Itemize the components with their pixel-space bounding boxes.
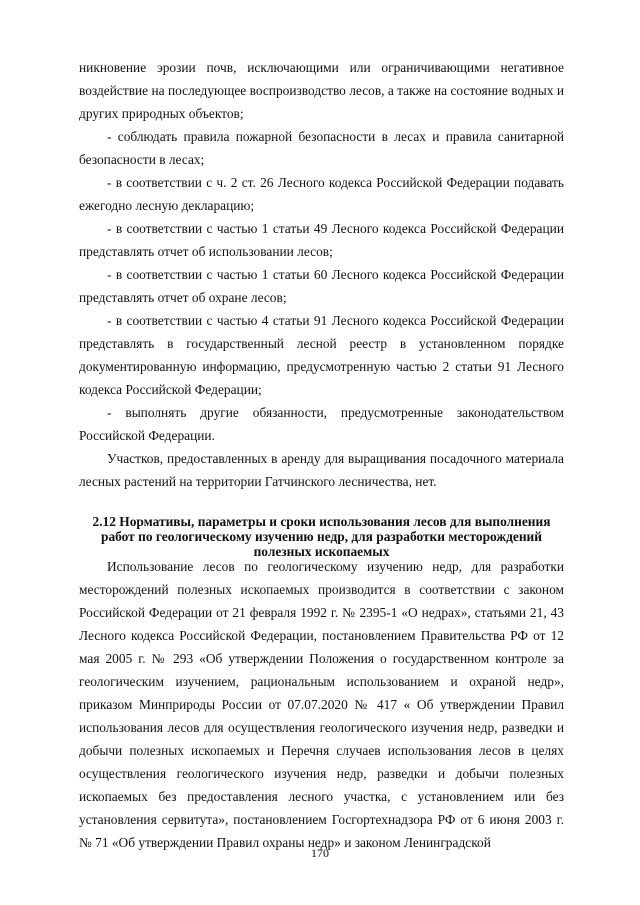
paragraph: - соблюдать правила пожарной безопасности в лесах и правила санитарной безопасности в лесах;: [79, 129, 564, 167]
text-block-geology: [79, 555, 564, 854]
paragraph: никновение эрозии почв, исключающими или ограничивающими негативное воздействие на последующее воспроизводство лесов, а также на состояние водных и других природных объектов;: [79, 60, 564, 121]
paragraph: Использование лесов по геологическому изучению недр, для разработки месторождений полезных ископаемых производится в соответствии с законом Российской Федерации от 21 февраля 1992 г. № 2395-1 «О недрах», статьями 21, 43 Лесного кодекса Российской Федерации, постановлением Правительства РФ от 12 мая 2005 г. № 293 «Об утверждении Положения о государственном контроле за геологическим изучением, рациональным использованием и охраной недр», приказом Минприроды России от 07.07.2020 № 417 « Об утверждении Правил использования лесов для осуществления геологического изучения недр, разведки и добычи полезных ископаемых и Перечня случаев использования лесов в целях осуществления геологического изучения недр, разведки и добычи полезных ископаемых без предоставления лесного участка, с установлением или без установления сервитута», постановлением Госгортехнадзора РФ от 6 июня 2003 г. № 71 «Об утверждении Правил охраны недр» и законом Ленинградской: [79, 559, 564, 850]
paragraph: - в соответствии с частью 1 статьи 49 Лесного кодекса Российской Федерации представлять отчет об использовании лесов;: [79, 221, 564, 259]
section-heading: 2.12 Нормативы, параметры и сроки использования лесов для выполнения работ по геологическому изучению недр, для разработки месторождений полезных ископаемых: [92, 514, 551, 559]
text-block-obligations: [79, 56, 564, 493]
paragraph: - в соответствии с частью 1 статьи 60 Лесного кодекса Российской Федерации представлять отчет об охране лесов;: [79, 267, 564, 305]
paragraph: - в соответствии с ч. 2 ст. 26 Лесного кодекса Российской Федерации подавать ежегодно лесную декларацию;: [79, 175, 564, 213]
paragraph: - в соответствии с частью 4 статьи 91 Лесного кодекса Российской Федерации представлять в государственный лесной реестр в установленном порядке документированную информацию, предусмотренную частью 2 статьи 91 Лесного кодекса Российской Федерации;: [79, 313, 564, 397]
paragraph: Участков, предоставленных в аренду для выращивания посадочного материала лесных растений на территории Гатчинского лесничества, нет.: [79, 451, 564, 489]
paragraph: - выполнять другие обязанности, предусмотренные законодательством Российской Федерации.: [79, 405, 564, 443]
page-number: 170: [311, 846, 329, 860]
